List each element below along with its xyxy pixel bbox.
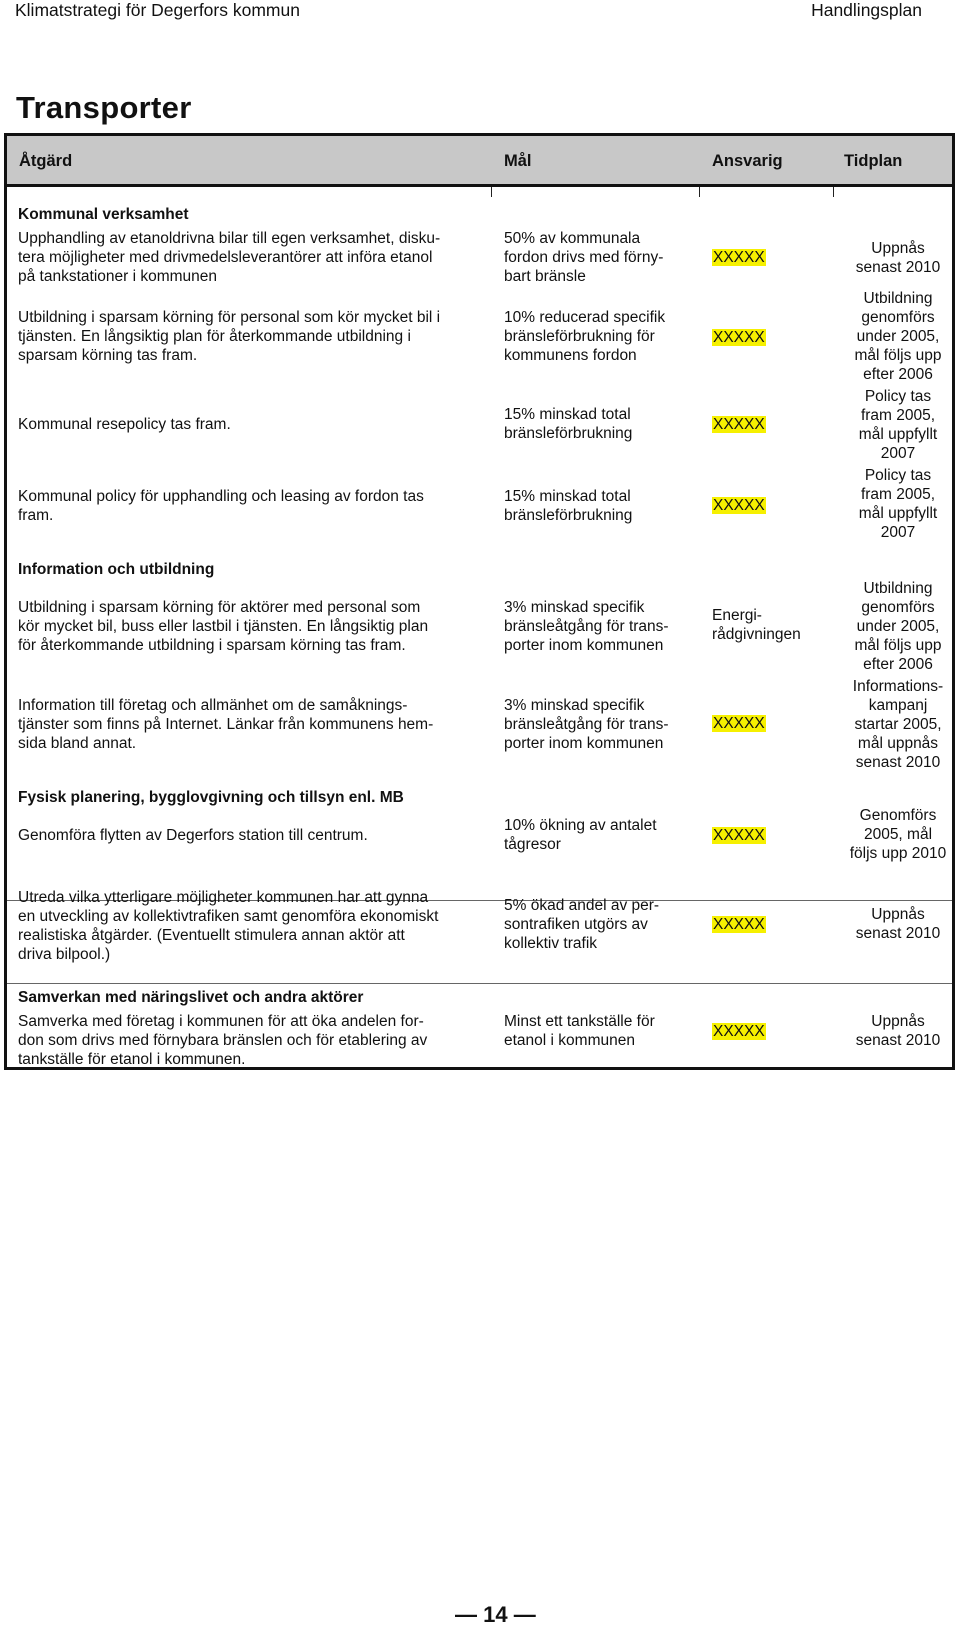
placeholder-highlight: XXXXX [713,416,765,433]
goal-text: 15% minskad total bränsleförbrukning [504,406,633,442]
section-heading: Fysisk planering, bygglovgivning och tillsyn enl. MB [18,789,404,806]
action-text: Utbildning i sparsam körning för aktörer med personal som kör mycket bil, buss eller lastbil i tjänsten. En långsiktig plan för återkommande utbildning i sparsam körning tas fram. [18,599,429,654]
action-text: Information till företag och allmänhet om de samåknings- tjänster som finns på Internet. Länkar från kommunens hem- sida bland annat. [18,697,434,752]
placeholder-highlight: XXXXX [713,715,765,732]
page-title: Transporter [16,90,192,125]
responsible-text [712,714,766,733]
column-header-atgard: Åtgärd [19,152,73,170]
goal-text: 10% ökning av antalet tågresor [504,817,657,853]
responsible-text [712,826,766,845]
goal-text: 50% av kommunala fordon drivs med förny- bart bränsle [504,230,664,285]
action-text: Samverka med företag i kommunen för att öka andelen for- don som drivs med förnybara bränslen och för etablering av tankställe för etanol i kommunen. [18,1013,428,1068]
action-text: Kommunal resepolicy tas fram. [18,416,231,433]
schedule-text: Policy tas fram 2005, mål uppfyllt 2007 [858,388,938,462]
section-heading: Kommunal verksamhet [18,206,189,223]
page-number: — 14 — [455,1602,536,1627]
responsible-text [712,496,766,515]
running-header-left: Klimatstrategi för Degerfors kommun [15,0,300,20]
action-text: Utbildning i sparsam körning för personal som kör mycket bil i tjänsten. En långsiktig plan för återkommande utbildning i sparsam körning tas fram. [18,309,441,364]
responsible-text [712,328,766,347]
schedule-text: Informations- kampanj startar 2005, mål uppnås senast 2010 [852,678,944,771]
goal-text: 15% minskad total bränsleförbrukning [504,488,633,524]
responsible-text [712,415,766,434]
table-header [7,136,952,187]
goal-text: 5% ökad andel av per- sontrafiken utgörs av kollektiv trafik [504,897,660,952]
responsible-text [712,248,766,267]
schedule-text: Uppnås senast 2010 [855,240,941,276]
column-divider [833,187,834,197]
column-divider [491,187,492,197]
goal-text: Minst ett tankställe för etanol i kommunen [504,1013,655,1049]
action-text: Kommunal policy för upphandling och leasing av fordon tas fram. [18,488,424,524]
column-header-tidplan: Tidplan [844,152,903,170]
column-header-mal: Mål [504,152,532,170]
schedule-text: Utbildning genomförs under 2005, mål följs upp efter 2006 [854,580,942,673]
goal-text: 3% minskad specifik bränsleåtgång för trans- porter inom kommunen [504,697,669,752]
schedule-text: Utbildning genomförs under 2005, mål följs upp efter 2006 [854,290,942,383]
goal-text: 10% reducerad specifik bränsleförbrukning för kommunens fordon [504,309,666,364]
running-header-right: Handlingsplan [811,0,922,20]
action-text: Upphandling av etanoldrivna bilar till egen verksamhet, disku- tera möjligheter med drivmedelsleverantörer att införa etanol på tankstationer i kommunen [18,230,441,285]
column-header-ansvarig: Ansvarig [712,152,783,170]
action-table [4,133,955,1070]
schedule-text: Uppnås senast 2010 [855,1013,941,1049]
section-heading: Information och utbildning [18,561,215,578]
section-divider [7,983,952,984]
section-heading: Samverkan med näringslivet och andra aktörer [18,989,364,1006]
responsible-text [712,915,766,934]
placeholder-highlight: XXXXX [713,916,765,933]
action-text: Genomföra flytten av Degerfors station till centrum. [18,827,368,844]
schedule-text: Policy tas fram 2005, mål uppfyllt 2007 [858,467,938,541]
schedule-text: Uppnås senast 2010 [855,906,941,942]
goal-text: 3% minskad specifik bränsleåtgång för trans- porter inom kommunen [504,599,669,654]
placeholder-highlight: XXXXX [713,497,765,514]
placeholder-highlight: XXXXX [713,329,765,346]
responsible-text [712,1022,766,1041]
placeholder-highlight: XXXXX [713,827,765,844]
column-divider [699,187,700,197]
placeholder-highlight: XXXXX [713,1023,765,1040]
schedule-text: Genomförs 2005, mål följs upp 2010 [849,807,947,862]
placeholder-highlight: XXXXX [713,249,765,266]
action-text: Utreda vilka ytterligare möjligheter kommunen har att gynna en utveckling av kollektivtrafiken samt genomföra ekonomiskt realistiska åtgärder. (Eventuellt stimulera annan aktör att driva bilpool.) [18,889,439,963]
responsible-text: Energi- rådgivningen [712,607,801,643]
